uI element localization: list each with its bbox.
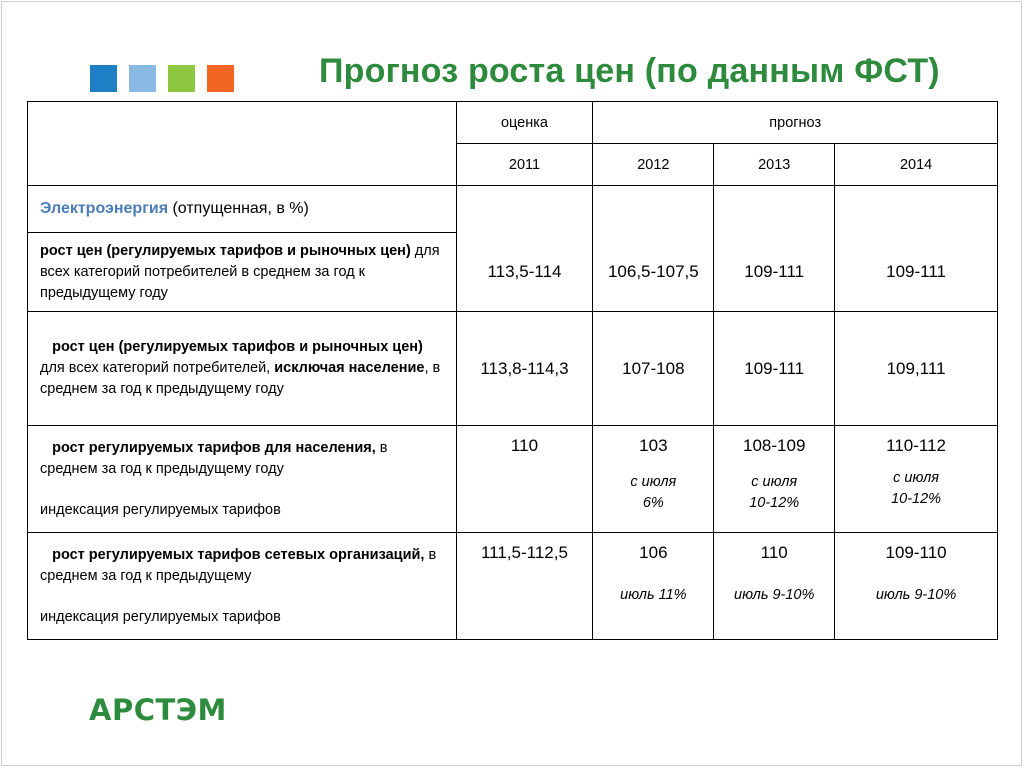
year-2013: 2013 [714,144,835,186]
row3-value-2013 [714,426,835,533]
row1-label-rest: для всех категорий потребителей в среднем за год к предыдущему году [40,242,440,301]
year-2012: 2012 [593,144,714,186]
brand-squares [90,65,234,92]
row3-value-2014-main: 110-112 [886,436,946,455]
row3-sub-2012: с июля 6% [630,474,677,511]
table-row [28,533,998,640]
row3-value-2013-main: 108-109 [743,436,806,455]
row3-value-2014 [835,426,998,533]
section-title [28,186,457,233]
row3-value-2012 [593,426,714,533]
row4-label [28,533,457,640]
green-square-icon [168,65,195,92]
row4-label-rest: в среднем за год к предыдущему [40,547,437,584]
row2-value-2011: 113,8-114,3 [456,312,593,426]
row3-sub-2014: с июля 10-12% [891,470,942,507]
company-logo: АРСТЭМ [89,693,227,727]
row2-value-2013: 109-111 [714,312,835,426]
year-2011: 2011 [456,144,593,186]
row4-value-2013 [714,533,835,640]
section-title-rest: (отпущенная, в %) [168,200,309,217]
row3-label-rest: в среднем за год к предыдущему году [40,440,388,477]
page-title: Прогноз роста цен (по данным ФСТ) [319,52,940,90]
table-row [28,426,998,533]
light-blue-square-icon [129,65,156,92]
row2-label-rest: , в среднем за год к предыдущему году [40,360,441,397]
row4-label-index: индексация регулируемых тарифов [40,609,281,625]
blue-square-icon [90,65,117,92]
row4-value-2012 [593,533,714,640]
row4-sub-2014: июль 9-10% [875,587,957,603]
row1-label-bold: рост цен (регулируемых тарифов и рыночных цен) [40,242,411,259]
section-row [28,186,998,233]
row2-label [28,312,457,426]
row4-sub-2013: июль 9-10% [734,587,815,603]
row4-value-2012-main: 106 [639,543,668,562]
row1-value-2014: 109-111 [835,186,998,312]
section-title-colored: Электроэнергия [40,200,169,217]
header-empty-cell [28,102,457,186]
row4-value-2011-main: 111,5-112,5 [480,543,568,562]
row3-label-bold: рост регулируемых тарифов для населения, [52,440,376,456]
year-2014: 2014 [835,144,998,186]
orange-square-icon [207,65,234,92]
row4-sub-2012: июль 11% [620,587,687,603]
row4-value-2013-main: 110 [760,543,788,562]
row2-label-bold: рост цен (регулируемых тарифов и рыночных цен) [52,339,423,355]
row1-label [28,233,457,312]
row2-value-2014: 109,111 [835,312,998,426]
row1-value-2012: 106,5-107,5 [593,186,714,312]
row3-sub-2013: с июля 10-12% [749,474,800,511]
table-row [28,312,998,426]
forecast-header: прогноз [593,102,998,144]
row3-label [28,426,457,533]
row4-value-2011 [456,533,593,640]
row2-label-mid: для всех категорий потребителей, [40,360,275,376]
price-forecast-table [27,101,998,640]
row3-value-2012-main: 103 [639,436,668,455]
row3-value-2011-main: 110 [510,436,539,455]
row4-label-bold: рост регулируемых тарифов сетевых организаций, [52,547,425,563]
row4-value-2014-main: 109-110 [885,543,947,562]
row4-value-2014 [835,533,998,640]
row3-value-2011 [456,426,593,533]
row1-value-2013: 109-111 [714,186,835,312]
row3-label-index: индексация регулируемых тарифов [40,502,281,518]
header-row-1 [28,102,998,144]
estimate-header: оценка [456,102,593,144]
row2-label-bold2: исключая население [274,360,425,376]
row2-value-2012: 107-108 [593,312,714,426]
row1-value-2011: 113,5-114 [456,186,593,312]
